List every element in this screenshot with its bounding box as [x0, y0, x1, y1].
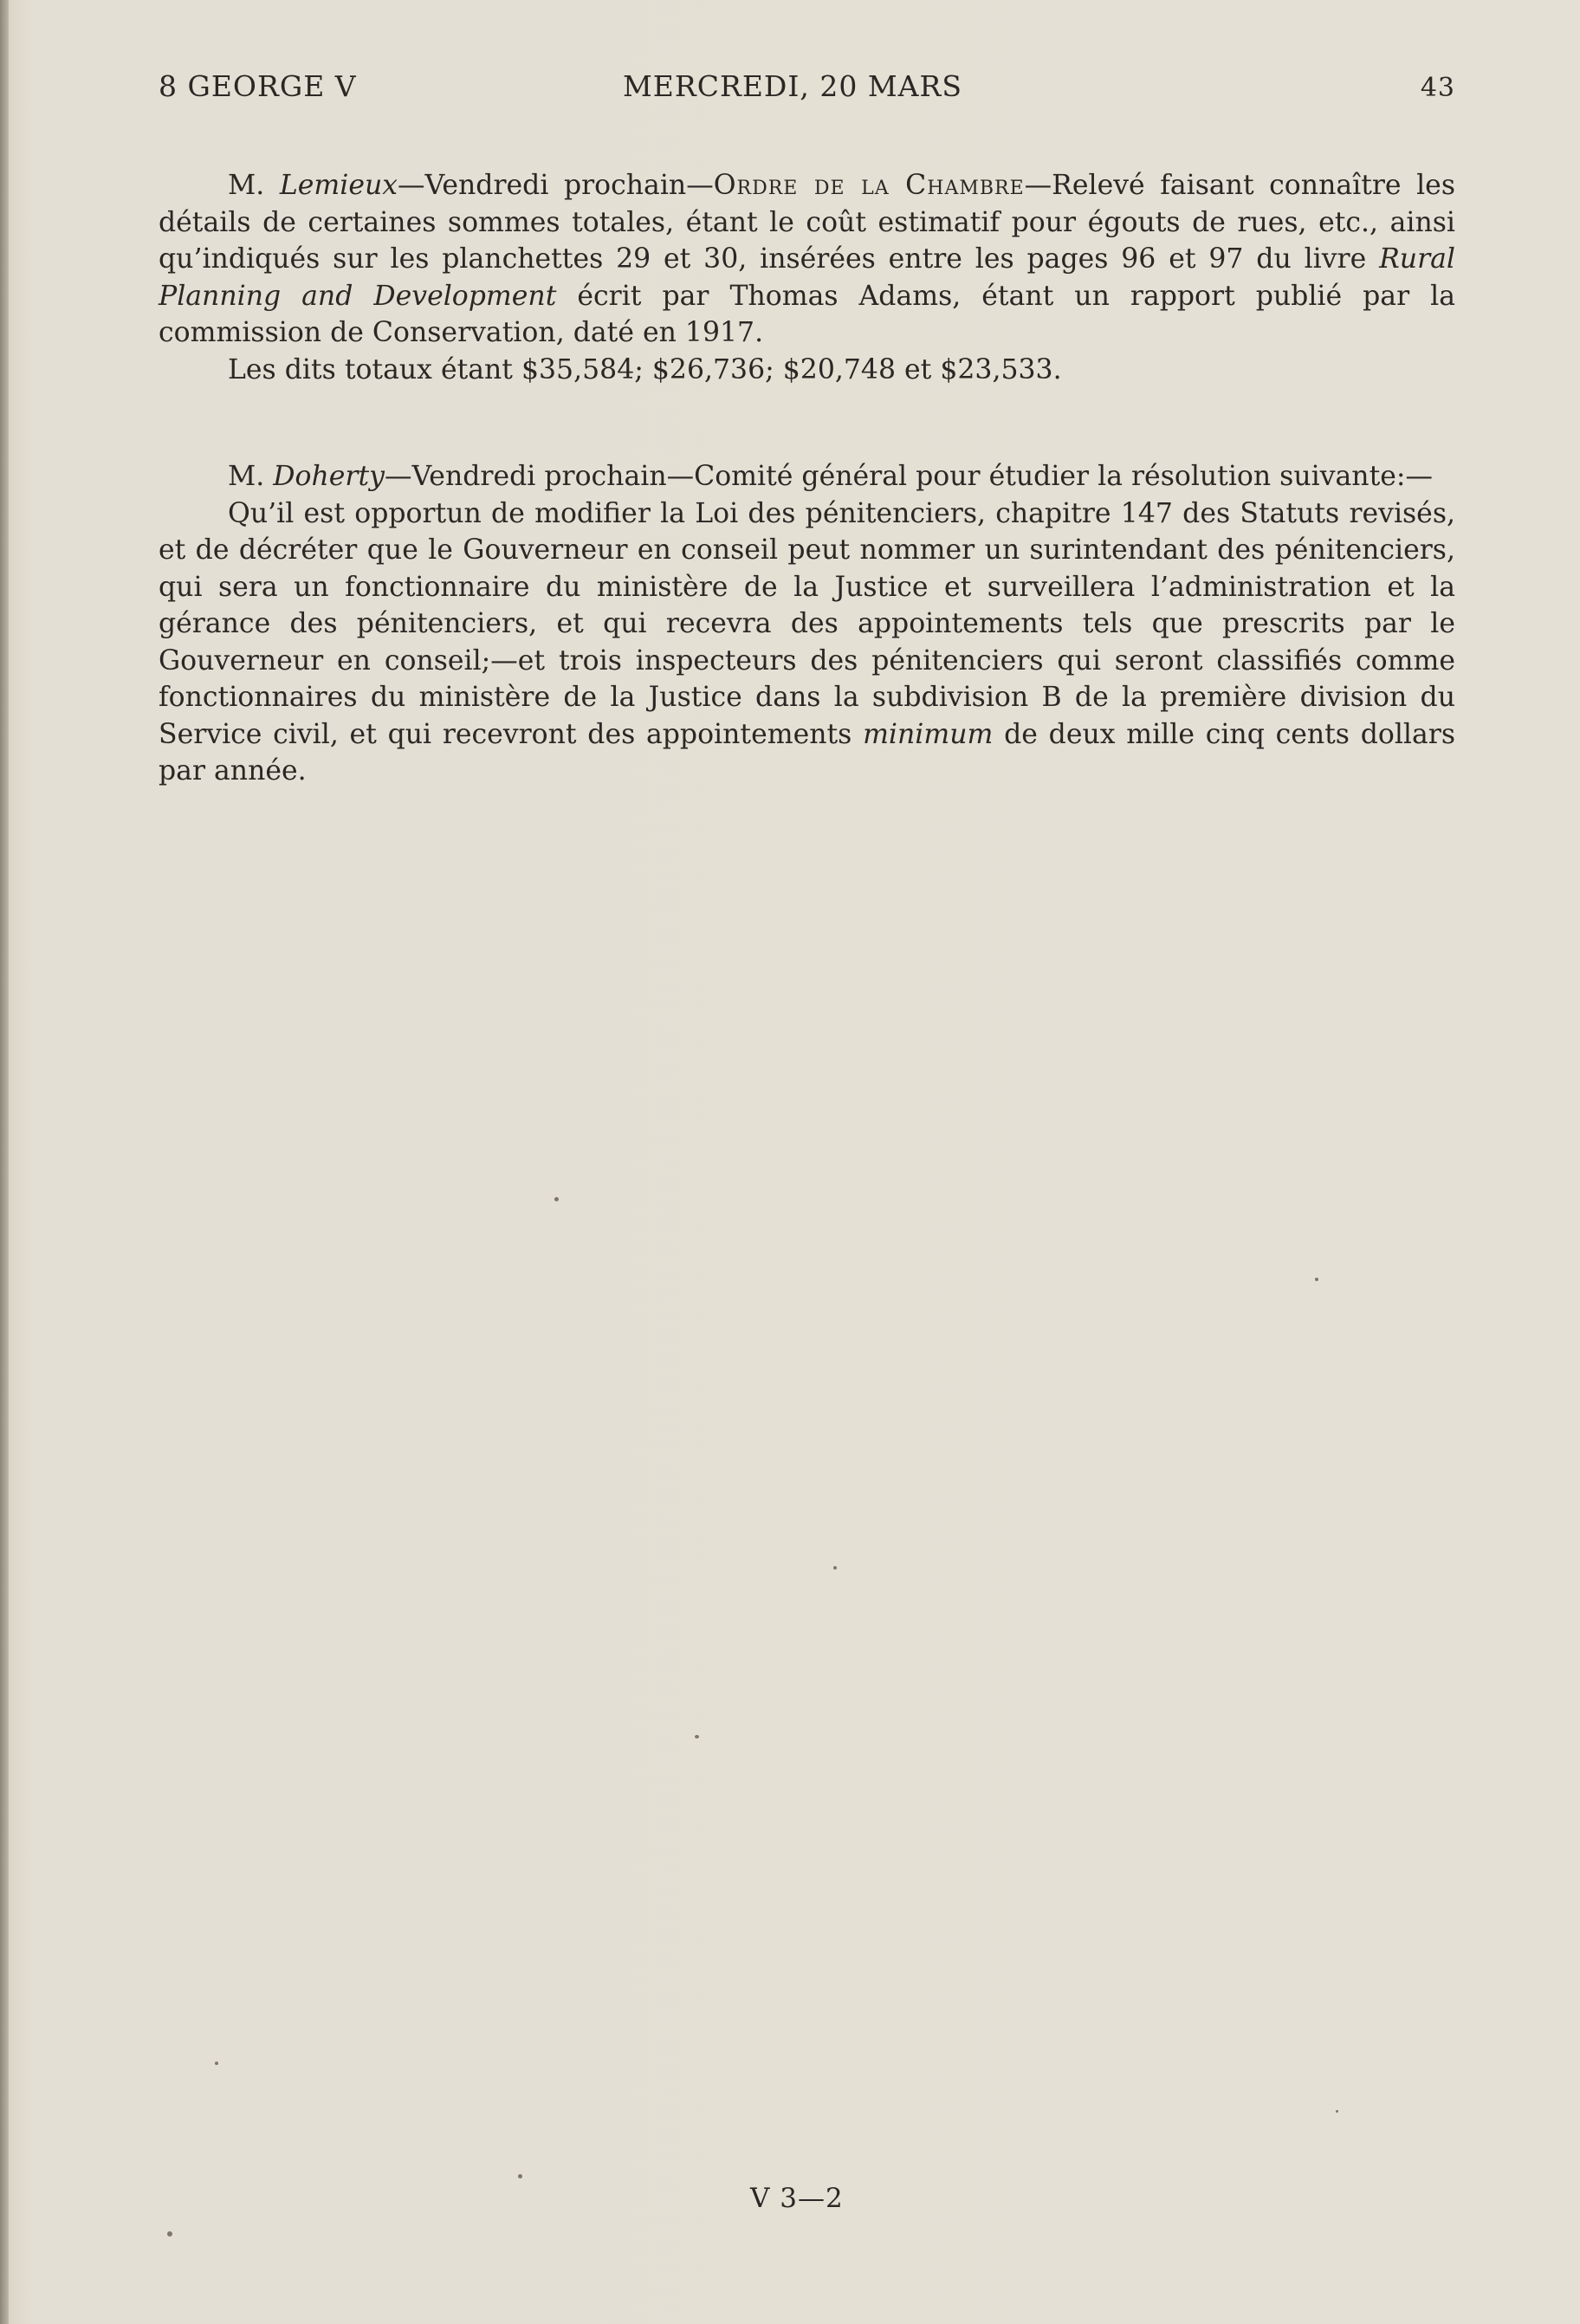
- binding-edge: [0, 0, 9, 2324]
- notice-lemieux: [159, 167, 1455, 388]
- paper-speck: [833, 1566, 837, 1570]
- notice-lemieux-paragraph: [159, 167, 1455, 352]
- resolution-paragraph: [159, 495, 1455, 790]
- member-name: Doherty: [273, 461, 385, 492]
- paper-speck: [167, 2231, 172, 2237]
- member-name: Lemieux: [279, 170, 398, 201]
- header-date: MERCREDI, 20 MARS: [623, 69, 962, 103]
- notice-body-a: —Relevé faisant connaître les détails de certaines sommes totales, étant le coût estimatif pour égouts de rues, etc., ainsi qu’indiqués sur les planchettes 29 et 30, insérées entre les pages 96 et 97 du livre: [159, 170, 1455, 275]
- paper-speck: [1336, 2110, 1338, 2113]
- paper-speck: [215, 2062, 218, 2065]
- signature-mark: V 3—2: [750, 2183, 844, 2214]
- totals-paragraph: Les dits totaux étant $35,584; $26,736; $20,748 et $23,533.: [228, 353, 1062, 385]
- notice-lead: —Vendredi prochain—Comité général pour étudier la résolution suivante:—: [384, 461, 1433, 492]
- paper-speck: [518, 2174, 522, 2178]
- page-number: 43: [1420, 73, 1455, 103]
- header-session: 8 GEORGE V: [159, 69, 357, 103]
- resolution-body-b: de deux mille cinq cents dollars par année.: [159, 718, 1455, 787]
- paper-speck: [1315, 1278, 1318, 1281]
- notice-body-b: écrit par Thomas Adams, étant un rapport publié par la commission de Conservation, daté en 1917.: [159, 280, 1455, 348]
- notice-lead: —Vendredi prochain—: [398, 170, 714, 201]
- notice-doherty-paragraph: [159, 458, 1455, 495]
- paper-speck: [554, 1197, 559, 1201]
- member-prefix: M.: [228, 170, 280, 201]
- member-prefix: M.: [228, 461, 274, 492]
- notice-doherty: [159, 458, 1455, 790]
- book-title: Rural Planning and Development: [159, 243, 1455, 312]
- minimum-word: minimum: [863, 718, 994, 750]
- resolution-body-a: Qu’il est opportun de modifier la Loi des pénitenciers, chapitre 147 des Statuts revisés, et de décréter que le Gouverneur en conseil peut nommer un surintendant des pénitenciers, qui sera un fonctionnaire du ministère de la Justice et surveillera l’administration et la gérance des pénitenciers, et qui recevra des appointements tels que prescrits par le Gouverneur en conseil;—et trois inspecteurs des pénitenciers qui seront classifiés comme fonctionnaires du ministère de la Justice dans la subdivision B de la première division du Service civil, et qui recevront des appointements: [159, 497, 1455, 750]
- running-header: [159, 69, 1455, 107]
- paper-speck: [695, 1735, 699, 1738]
- order-of-house: Ordre de la Chambre: [713, 170, 1025, 201]
